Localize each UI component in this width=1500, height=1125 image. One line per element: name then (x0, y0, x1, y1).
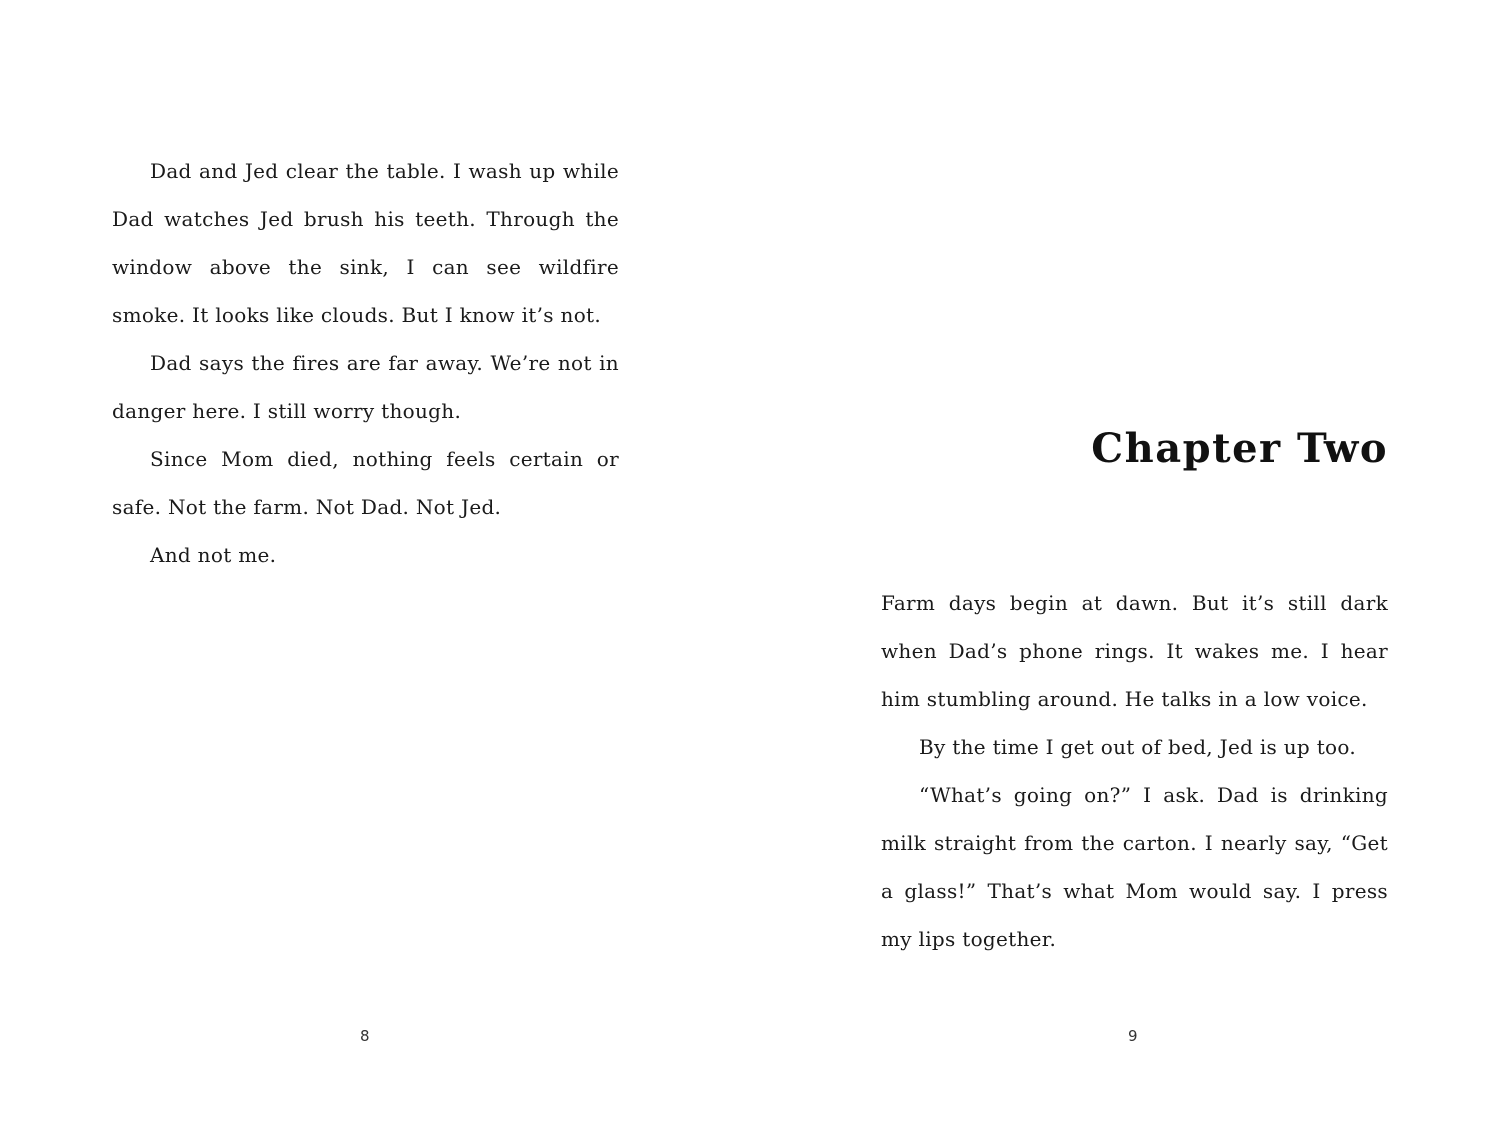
paragraph: “What’s going on?” I ask. Dad is drinking milk straight from the carton. I nearly say, “Get a glass!” That’s what Mom would say. I press my lips together. (881, 783, 1388, 951)
paragraph: Farm days begin at dawn. But it’s still dark when Dad’s phone rings. It wakes me. I hear him stumbling around. He talks in a low voice. (881, 591, 1388, 711)
right-page (750, 0, 1500, 1125)
chapter-title: Chapter Two (1091, 425, 1388, 472)
paragraph: Dad says the fires are far away. We’re not in danger here. I still worry though. (112, 351, 619, 423)
paragraph: By the time I get out of bed, Jed is up too. (919, 735, 1357, 759)
paragraph: And not me. (150, 543, 277, 567)
page-number-left: 8 (360, 1027, 370, 1045)
paragraph: Dad and Jed clear the table. I wash up while Dad watches Jed brush his teeth. Through the window above the sink, I can see wildfire smoke. It looks like clouds. But I know it’s not. (112, 159, 619, 327)
paragraph: Since Mom died, nothing feels certain or safe. Not the farm. Not Dad. Not Jed. (112, 447, 619, 519)
right-page-body (881, 579, 1388, 963)
page-number-right: 9 (1128, 1027, 1138, 1045)
left-page-body (112, 147, 619, 579)
